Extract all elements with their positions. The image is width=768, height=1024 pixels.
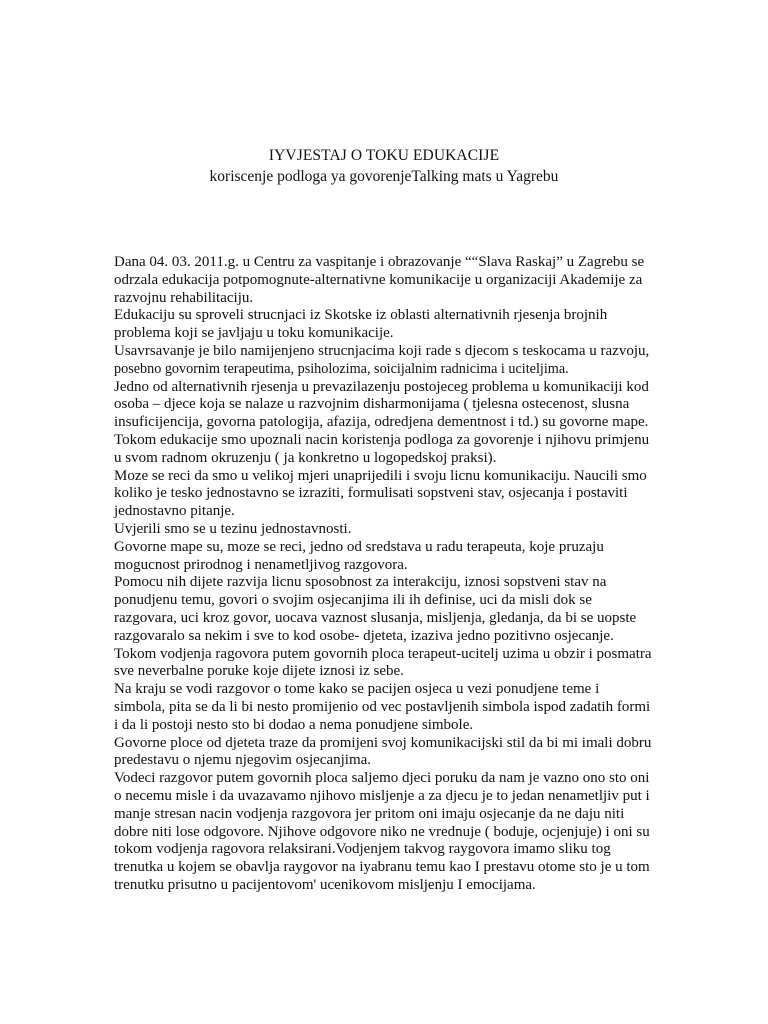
body-line: o necemu misle i da uvazavamo njihovo misljenje a za djecu je to jedan nenametljiv put i xyxy=(114,787,650,804)
body-line: i da li postoji nesto sto bi dodao a nema ponudjene simbole. xyxy=(114,716,474,733)
body-line: odrzala edukacija potpomognute-alternativne komunikacije u organizaciji Akademije za xyxy=(114,271,643,288)
body-line: Vodeci razgovor putem govornih ploca saljemo djeci poruku da nam je vazno ono sto oni xyxy=(114,770,650,787)
document-body xyxy=(114,254,662,895)
body-line: problema koji se javljaju u toku komunikacije. xyxy=(114,325,394,342)
body-line: Dana 04. 03. 2011.g. u Centru za vaspitanje i obrazovanje ““Slava Raskaj” u Zagrebu se xyxy=(114,254,645,270)
body-line: razgovaralo sa nekim i sve to kod osobe- djeteta, izaziva jedno pozitivno osjecanje. xyxy=(114,627,614,644)
body-line: ponudjenu temu, govori o svojim osjecanjima ili ih definise, uci da misli dok se xyxy=(114,592,592,609)
body-line: sve neverbalne poruke koje dijete iznosi iz sebe. xyxy=(114,663,404,680)
body-line: Tokom vodjenja ragovora putem govornih ploca terapeut-ucitelj uzima u obzir i posmatra xyxy=(114,645,652,662)
body-line: predestavu o njemu njegovim osjecanjima. xyxy=(114,752,372,769)
body-line: dobre niti lose odgovore. Njihove odgovore niko ne vrednuje ( boduje, ocjenjuje) i oni su xyxy=(114,823,650,840)
body-line: Usavrsavanje je bilo namijenjeno strucnjacima koji rade s djecom s teskocama u razvoju, xyxy=(114,342,650,359)
body-line: trenutku prisutno u pacijentovom' ucenikovom misljenju I emocijama. xyxy=(114,876,536,893)
body-line: trenutka u kojem se obavlja raygovor na iyabranu temu kao I prestavu otome sto je u tom xyxy=(114,859,650,876)
document-title: IYVJESTAJ O TOKU EDUKACIJE xyxy=(268,147,500,164)
body-line: razvojnu rehabilitaciju. xyxy=(114,289,254,306)
body-line: Jedno od alternativnih rjesenja u prevazilazenju postojeceg problema u komunikaciji kod xyxy=(114,378,649,395)
body-line: Govorne mape su, moze se reci, jedno od sredstava u radu terapeuta, koje pruzaju xyxy=(114,538,604,555)
body-line: Uvjerili smo se u tezinu jednostavnosti. xyxy=(114,520,352,537)
body-line: insuficijencija, govorna patologija, afazija, odredjena dementnost i td.) su govorne mape. xyxy=(114,414,649,431)
body-line: tokom vodjenja ragovora relaksirani.Vodjenjem takvog raygovora imamo sliku tog xyxy=(114,841,611,858)
body-line: razgovara, uci kroz govor, uocava vaznost slusanja, misljenja, gledanja, da bi se uopste xyxy=(114,609,637,626)
document-subtitle: koriscenje podloga ya govorenjeTalking mats u Yagrebu xyxy=(209,168,559,185)
body-line: posebno govornim terapeutima, psiholozima, soicijalnim radnicima i uciteljima. xyxy=(114,360,569,377)
body-line: jednostavno pitanje. xyxy=(114,503,235,520)
body-line: koliko je tesko jednostavno se izraziti, formulisati sopstveni stav, osjecanja i postaviti xyxy=(114,485,628,502)
body-line: Na kraju se vodi razgovor o tome kako se pacijen osjeca u vezi ponudjene teme i xyxy=(114,681,600,698)
body-line: osoba – djece koja se nalaze u razvojnim disharmonijama ( tjelesna ostecenost, slusna xyxy=(114,396,630,413)
body-line: Pomocu nih dijete razvija licnu sposobnost za interakciju, iznosi sopstveni stav na xyxy=(114,574,607,591)
body-line: mogucnost prirodnog i nenametljivog razgovora. xyxy=(114,556,408,573)
body-line: Govorne ploce od djeteta traze da promijeni svoj komunikacijski stil da bi mi imali dobru xyxy=(114,734,652,751)
body-line: simbola, pita se da li bi nesto promijenio od vec postavljenih simbola ispod zadatih formi xyxy=(114,698,651,715)
body-line: u svom radnom okruzenju ( ja konkretno u logopedskoj praksi). xyxy=(114,449,497,466)
body-line: Edukaciju su sproveli strucnjaci iz Skotske iz oblasti alternativnih rjesenja brojnih xyxy=(114,307,608,324)
body-line: manje stresan nacin vodjenja razgovora jer pritom oni imaju osjecanje da ne daju niti xyxy=(114,805,625,822)
document-header xyxy=(0,146,768,186)
body-line: Tokom edukacije smo upoznali nacin koristenja podloga za govorenje i njihovu primjenu xyxy=(114,431,650,448)
body-line: Moze se reci da smo u velikoj mjeri unaprijedili i svoju licnu komunikaciju. Naucili smo xyxy=(114,467,647,484)
